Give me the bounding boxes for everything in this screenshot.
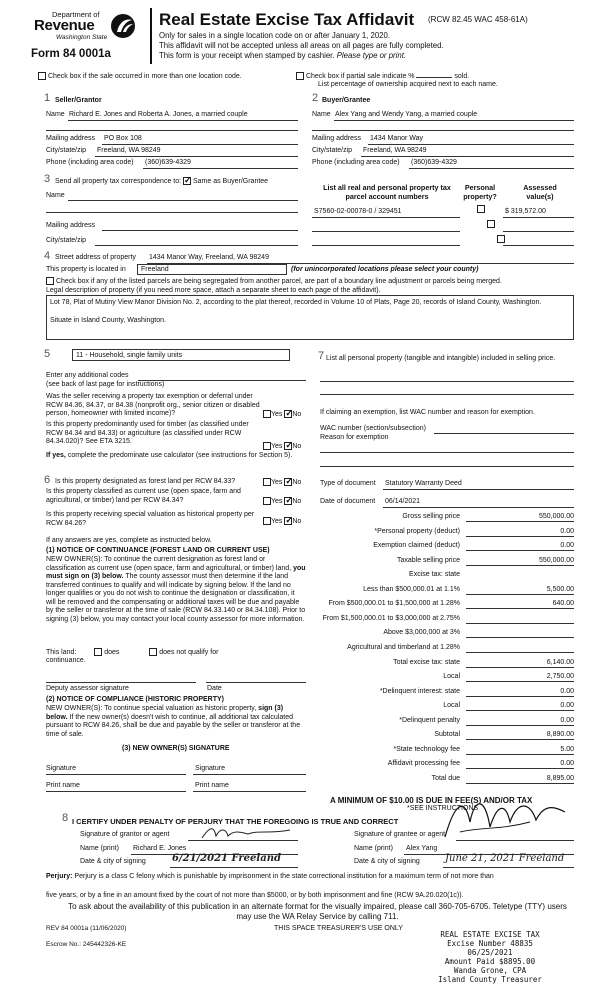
forest-land-question: Is this property designated as forest land per RCW 84.33?: [55, 478, 236, 485]
dept-line3: Washington State: [56, 34, 108, 41]
tax-row-label: Agricultural and timberland at 1.28%: [347, 643, 460, 651]
owner-print-name-label-2: Print name: [195, 782, 229, 789]
additional-codes-note: (see back of last page for instructions): [46, 381, 165, 388]
legal-description-line1: Lot 78, Plat of Mutiny View Manor Division No. 2, according to the plat thereof, recorded in Volume 10 of Plats, Page 20, records of Island County, Washington.: [50, 299, 542, 306]
dor-emblem-icon: [108, 12, 138, 40]
seller-mailing-value[interactable]: PO Box 108: [104, 135, 142, 142]
legal-description-box[interactable]: [46, 295, 574, 340]
ownership-note: List percentage of ownership acquired next to each name.: [318, 81, 498, 88]
stamp-line: Amount Paid $8895.00: [444, 957, 536, 966]
grantee-signature-mark: [440, 792, 570, 842]
form-title: Real Estate Excise Tax Affidavit: [159, 10, 415, 29]
exemption-reason-label: Reason for exemption: [320, 434, 389, 441]
owner-print-name-label-1: Print name: [46, 782, 80, 789]
parcel-col2-header: Personal property?: [463, 183, 497, 201]
buyer-city-value[interactable]: Freeland, WA 98249: [363, 147, 427, 154]
tax-row-value[interactable]: [466, 629, 574, 638]
perjury-text2: five years, or by a fine in an amount fixed by the court of not more than $5000, or by both imprisonment and fine (RCW 9A.20.020(1c)).: [46, 892, 464, 899]
section-6-number: 6: [44, 474, 51, 486]
timber-yes-checkbox[interactable]: [263, 442, 271, 450]
grantor-signature-label: Signature of grantor or agent: [80, 831, 170, 838]
timber-question: Is this property predominantly used for timber (as classified under RCW 84.34 and 84.33) or agriculture (as classified under RCW 84.34.020)? See ETA 3215.: [46, 421, 249, 445]
grantor-name-value[interactable]: Richard E. Jones: [133, 845, 187, 852]
located-label: This property is located in: [46, 266, 126, 273]
section3-name-label: Name: [46, 192, 65, 199]
treasurer-use-label: THIS SPACE TREASURER'S USE ONLY: [274, 925, 403, 932]
exemption-wac-label: If claiming an exemption, list WAC number and reason for exemption.: [320, 409, 535, 416]
certify-heading: I CERTIFY UNDER PENALTY OF PERJURY THAT THE FOREGOING IS TRUE AND CORRECT: [72, 817, 399, 826]
header-divider: [150, 8, 152, 64]
located-note: (for unincorporated locations please select your county): [291, 266, 479, 273]
current-use-yes-no: Yes ✓ No: [263, 497, 301, 505]
assessed-value-1[interactable]: $ 319,572.00: [505, 208, 546, 215]
exemption-yes-checkbox[interactable]: [263, 410, 271, 418]
tax-row-label: Subtotal: [434, 731, 460, 739]
tax-row-value[interactable]: 5,500.00: [466, 586, 574, 595]
located-select[interactable]: Freeland: [137, 264, 287, 275]
tax-row-label: Less than $500,000.01 at 1.1%: [363, 585, 460, 593]
tax-row-value[interactable]: 0.00: [466, 702, 574, 711]
tax-row-value[interactable]: 550,000.00: [466, 557, 574, 566]
buyer-name-label: Name: [312, 111, 331, 118]
section3-mailing-label: Mailing address: [46, 222, 96, 229]
timber-yes-no: Yes ✓ No: [263, 442, 301, 450]
personal-property-checkbox-3[interactable]: [497, 235, 505, 243]
buyer-heading: Buyer/Grantee: [322, 97, 371, 104]
tax-row-label: Gross selling price: [402, 513, 460, 520]
treasurer-stamp: [415, 930, 565, 984]
notice-compliance-heading: (2) NOTICE OF COMPLIANCE (HISTORIC PROPERTY): [46, 696, 224, 703]
if-yes-note: If any answers are yes, complete as instructed below.: [46, 537, 212, 544]
stamp-line: REAL ESTATE EXCISE TAX: [440, 930, 540, 939]
tax-row-label: Local: [443, 702, 460, 710]
dept-line2: Revenue: [34, 17, 95, 34]
tax-row-label: *Delinquent interest: state: [379, 687, 460, 695]
buyer-name-value[interactable]: Alex Yang and Wendy Yang, a married couple: [335, 111, 478, 118]
tax-row-label: Taxable selling price: [396, 556, 460, 564]
current-use-question: Is this property classified as current use (open space, farm and agricultural, or timber) land per RCW 84.34?: [46, 488, 241, 504]
tax-row-value[interactable]: 0.00: [466, 542, 574, 551]
grantor-signature-mark: [200, 824, 295, 842]
notice-compliance-text: NEW OWNER(S): To continue special valuation as historic property, sign (3) below. If the new owner(s) doesn't wish to continue, all additional tax calculated pursuant to RCW 84.26, shall be due and payable by the seller or transferor at the time of sale.: [46, 705, 301, 738]
header-note3: This form is your receipt when stamped by cashier. Please type or print.: [159, 51, 407, 60]
tax-row-value[interactable]: 0.00: [466, 688, 574, 697]
grantee-name-value[interactable]: Alex Yang: [406, 845, 438, 852]
section-4-number: 4: [44, 250, 51, 262]
grantee-date-label: Date & city of signing: [354, 858, 420, 865]
forest-yes-no: Yes ✓ No: [263, 478, 301, 486]
parcel-number-1[interactable]: S7560-02-00078-0 / 329451: [314, 208, 402, 215]
accessibility-notice: To ask about the availability of this publication in an alternate format for the visually impaired, please call 360-705-6705. Teletype (TTY) users may use the WA Relay Service by calling 711.: [68, 902, 567, 921]
section3-city-label: City/state/zip: [46, 237, 87, 244]
exemption-question: Was the seller receiving a property tax exemption or deferral under RCW 84.36, 84.37, or 84.38 (nonprofit org., senior citizen or disabled person, homeowner with limited income)?: [46, 393, 260, 417]
grantee-signature-label: Signature of grantee or agent: [354, 831, 446, 838]
seller-name-value[interactable]: Richard E. Jones and Roberta A. Jones, a married couple: [69, 111, 248, 118]
this-land-row: This land: does does not qualify for: [46, 648, 219, 656]
section-3-number: 3: [44, 173, 51, 185]
partial-sale-row: Check box if partial sale indicate % sold.: [296, 72, 469, 80]
owner-signature-label-1: Signature: [46, 765, 76, 772]
wac-number-label: WAC number (section/subsection): [320, 425, 426, 432]
seller-city-value[interactable]: Freeland, WA 98249: [97, 147, 161, 154]
legal-description-line2: Situate in Island County, Washington.: [50, 317, 166, 324]
buyer-mailing-label: Mailing address: [312, 135, 362, 142]
dept-line1: Department of: [52, 10, 100, 19]
tax-row-label: *Personal property (deduct): [374, 527, 460, 535]
seller-heading: Seller/Grantor: [55, 97, 102, 104]
grantor-date-label: Date & city of signing: [80, 858, 146, 865]
tax-row-label: Total due: [431, 774, 460, 782]
tax-row-value[interactable]: 0.00: [466, 717, 574, 726]
section-1-number: 1: [44, 92, 51, 104]
buyer-phone-label: Phone (including area code): [312, 159, 400, 166]
same-as-buyer-checkbox[interactable]: [183, 177, 191, 185]
perjury-label: Perjury:: [46, 873, 73, 880]
forest-no-checkbox[interactable]: [284, 478, 292, 486]
tax-row-value[interactable]: 5.00: [466, 746, 574, 755]
grantor-signature[interactable]: [200, 824, 295, 845]
tax-row-label: Affidavit processing fee: [387, 760, 460, 768]
multi-location-row: Check box if the sale occurred in more than one location code.: [38, 72, 242, 80]
multi-location-checkbox[interactable]: [38, 72, 46, 80]
tax-row-label: Exemption claimed (deduct): [373, 542, 460, 550]
legal-label: Legal description of property (if you need more space, attach a separate sheet to each page of the affidavit).: [46, 287, 381, 294]
parcel-col1-header: List all real and personal property tax parcel account numbers: [323, 183, 451, 201]
street-label: Street address of property: [55, 254, 136, 261]
seller-phone-label: Phone (including area code): [46, 159, 134, 166]
stamp-line: Island County Treasurer: [438, 975, 542, 984]
tax-row-label: Local: [443, 673, 460, 681]
header-note1: Only for sales in a single location code on or after January 1, 2020.: [159, 31, 391, 40]
exemption-yes-no: Yes ✓ No: [263, 410, 301, 418]
tax-row-label: *Delinquent penalty: [399, 716, 460, 724]
historic-yes-no: Yes ✓ No: [263, 517, 301, 525]
new-owner-signature-heading: (3) NEW OWNER(S) SIGNATURE: [122, 745, 230, 752]
grantor-date-value[interactable]: 6/21/2021 Freeland: [172, 853, 281, 864]
grantee-signature[interactable]: [440, 792, 570, 844]
doc-date-label: Date of document: [320, 498, 376, 505]
seller-city-label: City/state/zip: [46, 147, 87, 154]
buyer-mailing-value[interactable]: 1434 Manor Way: [370, 135, 424, 142]
stamp-line: 06/25/2021: [467, 948, 513, 957]
additional-codes-label: Enter any additional codes: [46, 372, 129, 379]
tax-row-value[interactable]: [466, 644, 574, 653]
notice-continuance-text: NEW OWNER(S): To continue the current designation as forest land or classification as current use (open space, farm and agricultural, or timber) land, you must sign on (3) below. The county assessor must then determine if the land transferred continues to qualify and will indicate by signing below. If the land no longer qualifies or you do not wish to continue the designation or classification, it will be removed and the compensating or additional taxes will be due and payable by the seller or transferor at the time of sale (RCW 84.33.140 or 84.34.108). Prior to signing (3) below, you may contact your local county assessor for more information.: [46, 556, 306, 623]
segregated-checkbox[interactable]: [46, 277, 54, 285]
perjury-text: Perjury: Perjury is a class C felony which is punishable by imprisonment in the state correctional institution for a maximum term of not more than: [46, 873, 494, 880]
land-use-code-select[interactable]: 11 - Household, single family units: [72, 349, 290, 361]
tax-row-value[interactable]: 640.00: [466, 600, 574, 609]
header-note2: This affidavit will not be accepted unless all areas on all pages are fully completed.: [159, 41, 444, 50]
form-number: Form 84 0001a: [31, 48, 111, 60]
grantee-name-label: Name (print): [354, 845, 393, 852]
section3-label: Send all property tax correspondence to: ✓ Same as Buyer/Grantee: [55, 177, 268, 185]
current-use-no-checkbox[interactable]: [284, 497, 292, 505]
deputy-signature-label: Deputy assessor signature: [46, 685, 129, 692]
owner-signature-label-2: Signature: [195, 765, 225, 772]
buyer-phone-value[interactable]: (360)639-4329: [411, 159, 457, 166]
section-7-number: 7: [318, 350, 325, 362]
tax-row-value[interactable]: 0.00: [466, 528, 574, 537]
grantee-date-value[interactable]: June 21, 2021 Freeland: [445, 853, 565, 864]
tax-row-value[interactable]: 2,750.00: [466, 673, 574, 682]
section-8-number: 8: [62, 812, 69, 824]
tax-row-label: From $1,500,000.01 to $3,000,000 at 2.75%: [322, 614, 460, 622]
street-value[interactable]: 1434 Manor Way, Freeland, WA 98249: [149, 254, 269, 261]
segregated-row: Check box if any of the listed parcels are being segregated from another parcel, are part of a boundary line adjustment or parcels being merged.: [46, 277, 502, 285]
historic-no-checkbox[interactable]: [284, 517, 292, 525]
grantor-name-label: Name (print): [80, 845, 119, 852]
deputy-date-label: Date: [207, 685, 222, 692]
stamp-line: Wanda Grone, CPA: [453, 966, 527, 975]
timber-note: If yes, complete the predominate use calculator (see instructions for Section 5).: [46, 452, 293, 459]
current-use-yes-checkbox[interactable]: [263, 497, 271, 505]
dor-logo: [28, 10, 146, 44]
section-2-number: 2: [312, 92, 319, 104]
timber-no-checkbox[interactable]: [284, 442, 292, 450]
historic-yes-checkbox[interactable]: [263, 517, 271, 525]
parcel-col3-header: Assessed value(s): [523, 183, 557, 201]
personal-property-checkbox-1[interactable]: [477, 205, 485, 213]
land-does-checkbox[interactable]: [94, 648, 102, 656]
escrow-number: Escrow No.: 245442326-KE: [46, 941, 127, 948]
doc-type-value[interactable]: Statutory Warranty Deed: [385, 480, 462, 487]
revision-label: REV 84 0001a (11/06/2020): [46, 925, 127, 932]
tax-row-value[interactable]: 550,000.00: [466, 513, 574, 522]
tax-row-label: Above $3,000,000 at 3%: [383, 629, 460, 637]
tax-row-label: Excise tax: state: [409, 571, 460, 579]
partial-sale-checkbox[interactable]: [296, 72, 304, 80]
seller-name-label: Name: [46, 111, 65, 118]
form-rcw: (RCW 82.45 WAC 458-61A): [428, 15, 528, 24]
land-does-not-checkbox[interactable]: [149, 648, 157, 656]
notice-continuance-heading: (1) NOTICE OF CONTINUANCE (FOREST LAND OR CURRENT USE): [46, 547, 270, 554]
historic-question: Is this property receiving special valuation as historical property per RCW 84.26?: [46, 511, 255, 527]
forest-yes-checkbox[interactable]: [263, 478, 271, 486]
personal-property-label: List all personal property (tangible and intangible) included in selling price.: [326, 355, 556, 362]
tax-row-label: From $500,000.01 to $1,500,000 at 1.28%: [328, 600, 460, 608]
tax-row-value[interactable]: 6,140.00: [466, 659, 574, 668]
section-5-number: 5: [44, 348, 51, 360]
doc-date-value[interactable]: 06/14/2021: [385, 498, 421, 505]
personal-property-checkbox-2[interactable]: [487, 220, 495, 228]
tax-row-value[interactable]: [466, 615, 574, 624]
tax-row-value[interactable]: 8,890.00: [466, 731, 574, 740]
tax-row-value[interactable]: 0.00: [466, 760, 574, 769]
seller-mailing-label: Mailing address: [46, 135, 96, 142]
doc-type-label: Type of document: [320, 480, 376, 487]
tax-row-value[interactable]: 8,895.00: [466, 775, 574, 784]
see-instructions: *SEE INSTRUCTIONS: [407, 805, 479, 812]
buyer-city-label: City/state/zip: [312, 147, 353, 154]
seller-phone-value[interactable]: (360)639-4329: [145, 159, 191, 166]
stamp-line: Excise Number 48835: [447, 939, 533, 948]
minimum-due-notice: A MINIMUM OF $10.00 IS DUE IN FEE(S) AND/OR TAX: [330, 796, 533, 805]
tax-row-label: Total excise tax: state: [393, 658, 460, 666]
tax-row-label: *State technology fee: [393, 745, 460, 753]
continuance-label: continuance.: [46, 657, 86, 664]
exemption-no-checkbox[interactable]: [284, 410, 292, 418]
